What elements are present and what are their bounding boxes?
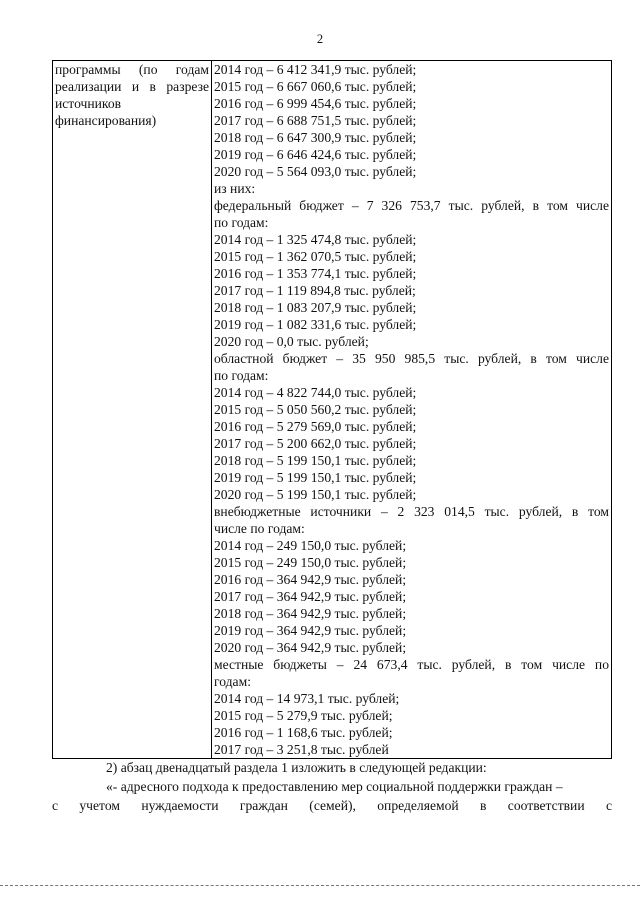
value-line: по годам: xyxy=(214,368,269,383)
value-line: 2018 год – 6 647 300,9 тыс. рублей; xyxy=(214,130,417,145)
value-line: 2016 год – 1 168,6 тыс. рублей; xyxy=(214,725,393,740)
value-line: 2015 год – 5 279,9 тыс. рублей; xyxy=(214,708,393,723)
value-line: 2014 год – 14 973,1 тыс. рублей; xyxy=(214,691,400,706)
paragraph-quote-line-1: «- адресного подхода к предоставлению мер социальной поддержки граждан – xyxy=(106,779,563,794)
value-line: по годам: xyxy=(214,215,269,230)
scan-divider xyxy=(0,885,640,886)
value-line: 2018 год – 364 942,9 тыс. рублей; xyxy=(214,606,407,621)
table-value-cell xyxy=(212,61,612,759)
value-line: 2016 год – 364 942,9 тыс. рублей; xyxy=(214,572,407,587)
value-line: 2019 год – 5 199 150,1 тыс. рублей; xyxy=(214,470,417,485)
value-line: 2015 год – 5 050 560,2 тыс. рублей; xyxy=(214,402,417,417)
value-line: 2020 год – 0,0 тыс. рублей; xyxy=(214,334,369,349)
value-line: федеральный бюджет – 7 326 753,7 тыс. рублей, в том числе xyxy=(214,198,609,213)
paragraph-amendment: 2) абзац двенадцатый раздела 1 изложить в следующей редакции: xyxy=(106,760,487,775)
value-line: местные бюджеты – 24 673,4 тыс. рублей, в том числе по xyxy=(214,657,609,672)
value-line: 2020 год – 5 564 093,0 тыс. рублей; xyxy=(214,164,417,179)
table-label-cell xyxy=(53,61,212,759)
value-line: 2020 год – 364 942,9 тыс. рублей; xyxy=(214,640,407,655)
value-line: 2020 год – 5 199 150,1 тыс. рублей; xyxy=(214,487,417,502)
value-line: 2015 год – 1 362 070,5 тыс. рублей; xyxy=(214,249,417,264)
value-line: 2014 год – 6 412 341,9 тыс. рублей; xyxy=(214,62,417,77)
value-line: 2018 год – 1 083 207,9 тыс. рублей; xyxy=(214,300,417,315)
label-line: реализации и в разрезе xyxy=(55,79,209,94)
value-line: 2017 год – 3 251,8 тыс. рублей xyxy=(214,742,389,757)
value-line: 2015 год – 249 150,0 тыс. рублей; xyxy=(214,555,407,570)
value-line: внебюджетные источники – 2 323 014,5 тыс. рублей, в том xyxy=(214,504,609,519)
value-line: 2017 год – 6 688 751,5 тыс. рублей; xyxy=(214,113,417,128)
value-line: 2018 год – 5 199 150,1 тыс. рублей; xyxy=(214,453,417,468)
value-line: 2017 год – 5 200 662,0 тыс. рублей; xyxy=(214,436,417,451)
value-line: 2015 год – 6 667 060,6 тыс. рублей; xyxy=(214,79,417,94)
value-line: 2014 год – 249 150,0 тыс. рублей; xyxy=(214,538,407,553)
paragraph-quote-line-2: с учетом нуждаемости граждан (семей), определяемой в соответствии с xyxy=(52,798,612,813)
passport-table xyxy=(52,60,612,759)
value-line: годам: xyxy=(214,674,251,689)
page-number: 2 xyxy=(316,32,324,46)
value-line: областной бюджет – 35 950 985,5 тыс. рублей, в том числе xyxy=(214,351,609,366)
value-line: 2019 год – 6 646 424,6 тыс. рублей; xyxy=(214,147,417,162)
value-line: 2019 год – 1 082 331,6 тыс. рублей; xyxy=(214,317,417,332)
table-row xyxy=(53,61,612,759)
value-line: числе по годам: xyxy=(214,521,305,536)
value-line: 2016 год – 1 353 774,1 тыс. рублей; xyxy=(214,266,417,281)
value-line: 2014 год – 4 822 744,0 тыс. рублей; xyxy=(214,385,417,400)
label-line: программы (по годам xyxy=(55,62,209,77)
value-line: 2016 год – 6 999 454,6 тыс. рублей; xyxy=(214,96,417,111)
value-line: 2017 год – 1 119 894,8 тыс. рублей; xyxy=(214,283,416,298)
value-line: 2016 год – 5 279 569,0 тыс. рублей; xyxy=(214,419,417,434)
label-line: финансирования) xyxy=(55,113,157,128)
value-line: 2014 год – 1 325 474,8 тыс. рублей; xyxy=(214,232,417,247)
value-line: 2017 год – 364 942,9 тыс. рублей; xyxy=(214,589,407,604)
value-line: 2019 год – 364 942,9 тыс. рублей; xyxy=(214,623,407,638)
label-line: источников xyxy=(55,96,122,111)
value-line: из них: xyxy=(214,181,256,196)
